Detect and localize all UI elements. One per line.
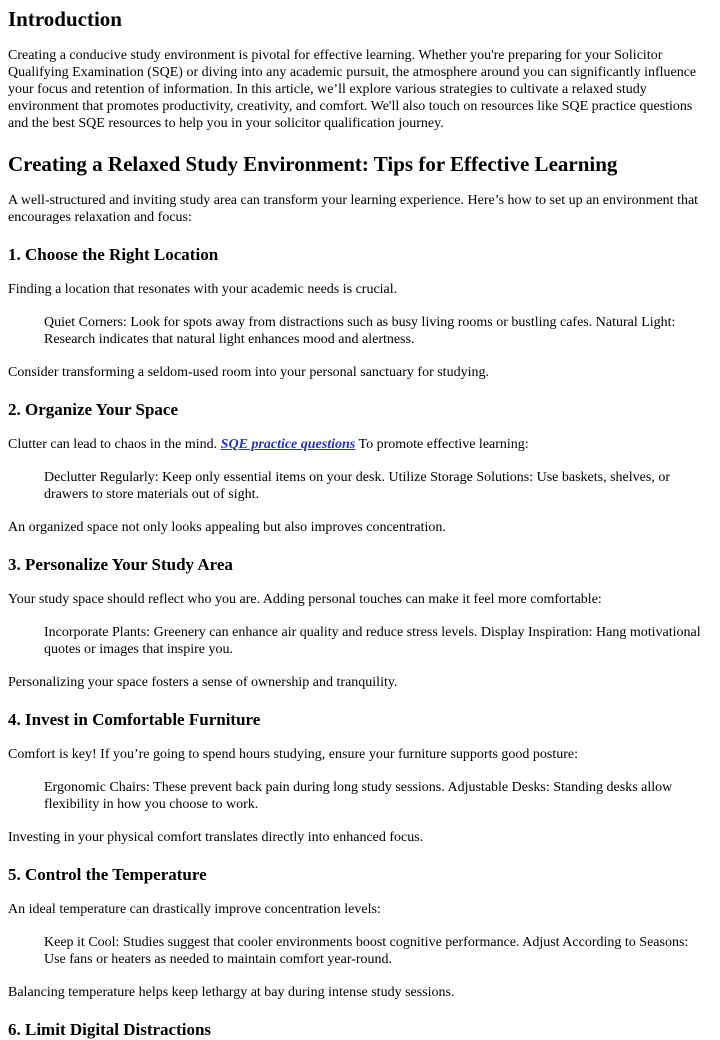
intro-text-after-link: To promote effective learning: [355,437,529,452]
intro-heading: Introduction [8,7,122,31]
tips-personalize: Incorporate Plants: Greenery can enhance air quality and reduce stress levels. Display Inspiration: Hang motivational quotes or images that inspire you. [44,625,701,657]
tips-location: Quiet Corners: Look for spots away from distractions such as busy living rooms or bustling cafes. Natural Light: Research indicates that natural light enhances mood and alertness. [44,315,676,347]
section-heading-personalize: 3. Personalize Your Study Area [8,555,233,574]
section-intro-personalize: Your study space should reflect who you are. Adding personal touches can make it feel more comfortable: [8,592,602,607]
intro-text-before-link: Clutter can lead to chaos in the mind. [8,437,221,452]
section-intro-temperature: An ideal temperature can drastically improve concentration levels: [8,902,381,917]
section-closing-temperature: Balancing temperature helps keep lethargy at bay during intense study sessions. [8,985,455,1000]
tips-organize: Declutter Regularly: Keep only essential items on your desk. Utilize Storage Solutions: Use baskets, shelves, or drawers to store materials out of sight. [44,470,670,502]
intro-paragraph: Creating a conducive study environment is pivotal for effective learning. Whether you're preparing for your Solicitor Qualifying Examination (SQE) or diving into any academic pursuit, the atmosphere around you can significantly influence your focus and retention of information. In this article, we’ll explore various strategies to cultivate a relaxed study environment that promotes productivity, creativity, and comfort. We'll also touch on resources like SQE practice questions and the best SQE resources to help you in your solicitor qualification journey. [8,48,697,131]
main-heading: Creating a Relaxed Study Environment: Tips for Effective Learning [8,152,618,176]
tips-temperature: Keep it Cool: Studies suggest that cooler environments boost cognitive performance. Adjust According to Seasons: Use fans or heaters as needed to maintain comfort year-round. [44,935,689,967]
article [0,7,720,1040]
section-heading-location: 1. Choose the Right Location [8,245,219,264]
section-heading-distractions: 6. Limit Digital Distractions [8,1020,212,1039]
section-intro-furniture: Comfort is key! If you’re going to spend hours studying, ensure your furniture supports good posture: [8,747,579,762]
section-closing-personalize: Personalizing your space fosters a sense of ownership and tranquility. [8,675,398,690]
section-closing-location: Consider transforming a seldom-used room into your personal sanctuary for studying. [8,365,489,380]
section-heading-organize: 2. Organize Your Space [8,400,178,419]
section-closing-organize: An organized space not only looks appealing but also improves concentration. [8,520,446,535]
tips-furniture: Ergonomic Chairs: These prevent back pain during long study sessions. Adjustable Desks: Standing desks allow flexibility in how you choose to work. [44,780,673,812]
section-intro-location: Finding a location that resonates with your academic needs is crucial. [8,282,398,297]
main-lead: A well-structured and inviting study area can transform your learning experience. Here’s how to set up an environment that encourages relaxation and focus: [8,193,699,225]
section-heading-temperature: 5. Control the Temperature [8,865,207,884]
section-closing-furniture: Investing in your physical comfort translates directly into enhanced focus. [8,830,424,845]
section-intro-organize [8,436,712,453]
sqe-practice-questions-link[interactable]: SQE practice questions [220,437,356,452]
section-heading-furniture: 4. Invest in Comfortable Furniture [8,710,261,729]
